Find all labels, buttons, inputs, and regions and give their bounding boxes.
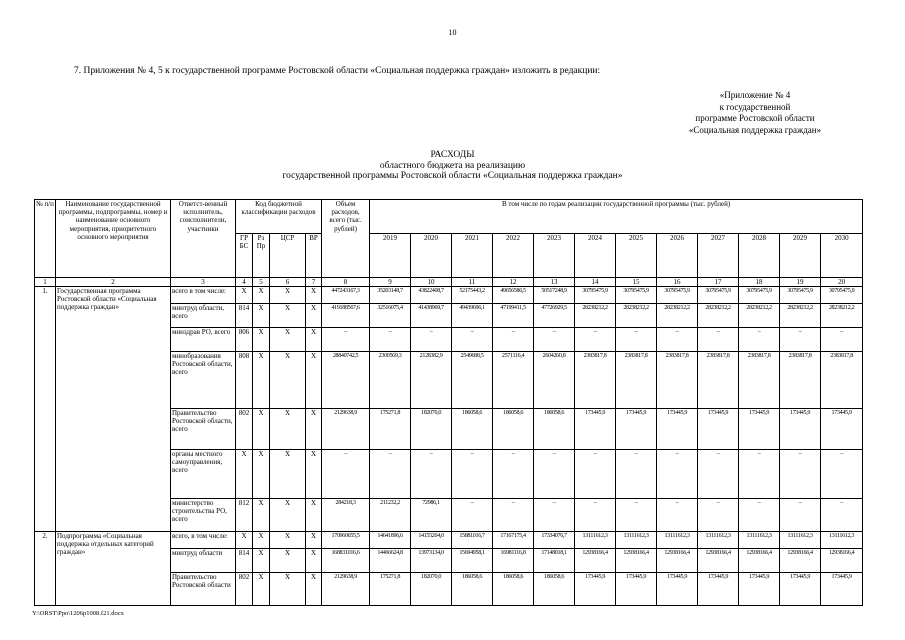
year-value-cell: 182070,0: [411, 409, 452, 450]
year-value-cell: 28238212,2: [698, 304, 739, 328]
year-value-cell: –: [739, 499, 780, 532]
vr-cell: X: [306, 549, 322, 573]
column-index-cell: 9: [370, 278, 411, 287]
vr-cell: X: [306, 499, 322, 532]
year-value-cell: 49656586,5: [493, 287, 534, 304]
year-value-cell: 2383817,8: [575, 352, 616, 409]
year-value-cell: 13111612,3: [616, 532, 657, 549]
year-value-cell: 32516075,4: [370, 304, 411, 328]
grbs-cell: X: [236, 287, 253, 304]
year-value-cell: –: [493, 499, 534, 532]
total-volume-cell: 170960655,5: [322, 532, 370, 549]
appendix-line: программе Ростовской области: [695, 113, 815, 123]
year-value-cell: 17148018,1: [534, 549, 575, 573]
year-value-cell: 16981116,8: [493, 549, 534, 573]
grbs-cell: 808: [236, 352, 253, 409]
executor-cell: минтруд области: [171, 549, 236, 573]
csr-cell: X: [270, 287, 306, 304]
column-index-row: [35, 278, 863, 287]
column-index-cell: 4: [236, 278, 253, 287]
year-value-cell: 28238212,2: [821, 304, 863, 328]
executor-cell: минтруд области, всего: [171, 304, 236, 328]
year-value-cell: 173445,9: [616, 573, 657, 606]
executor-cell: всего в том числе:: [171, 287, 236, 304]
rzpr-cell: X: [253, 352, 270, 409]
year-value-cell: 2549688,5: [452, 352, 493, 409]
year-value-cell: 173445,9: [575, 573, 616, 606]
header-num: № п/п: [35, 200, 56, 278]
year-value-cell: 175271,8: [370, 573, 411, 606]
header-year: 2025: [616, 234, 657, 278]
footer-file-path: Y:\ORST\Ppo\1206p1008.f21.docx: [32, 610, 124, 617]
rzpr-cell: X: [253, 287, 270, 304]
csr-cell: X: [270, 409, 306, 450]
header-by-years: В том числе по годам реализации государственной программы (тыс. рублей): [370, 200, 863, 234]
year-value-cell: 173445,9: [698, 409, 739, 450]
header-year: 2030: [821, 234, 863, 278]
year-value-cell: –: [575, 450, 616, 499]
appendix-line: «Социальная поддержка граждан»: [688, 124, 822, 135]
year-value-cell: 28238212,2: [616, 304, 657, 328]
header-volume: Объем расходов, всего (тыс. рублей): [322, 200, 370, 278]
year-value-cell: 49439696,1: [452, 304, 493, 328]
total-volume-cell: –: [322, 328, 370, 352]
year-value-cell: 2571116,4: [493, 352, 534, 409]
year-value-cell: 186058,6: [534, 409, 575, 450]
vr-cell: X: [306, 532, 322, 549]
year-value-cell: 13111612,3: [739, 532, 780, 549]
column-index-cell: 12: [493, 278, 534, 287]
header-year: 2023: [534, 234, 575, 278]
column-index-cell: 8: [322, 278, 370, 287]
year-value-cell: 35203148,7: [370, 287, 411, 304]
rzpr-cell: X: [253, 532, 270, 549]
header-year: 2024: [575, 234, 616, 278]
year-value-cell: 173445,9: [657, 573, 698, 606]
csr-cell: X: [270, 549, 306, 573]
header-name: Наименование государственной программы, подпрограммы, номер и наименование основного мероприятия, приоритетного основного мероприятия: [56, 200, 171, 278]
column-index-cell: 13: [534, 278, 575, 287]
vr-cell: X: [306, 304, 322, 328]
year-value-cell: –: [698, 499, 739, 532]
csr-cell: X: [270, 352, 306, 409]
year-value-cell: 30795475,9: [575, 287, 616, 304]
column-index-cell: 10: [411, 278, 452, 287]
year-value-cell: 2383817,8: [698, 352, 739, 409]
year-value-cell: 12938166,4: [821, 549, 863, 573]
document-title: [0, 150, 905, 182]
appendix-line: к государственной: [719, 101, 791, 112]
year-value-cell: –: [370, 450, 411, 499]
year-value-cell: 15881016,7: [452, 532, 493, 549]
column-index-cell: 14: [575, 278, 616, 287]
year-value-cell: 13111612,3: [657, 532, 698, 549]
year-value-cell: 17167175,4: [493, 532, 534, 549]
year-value-cell: 28238212,2: [575, 304, 616, 328]
year-value-cell: –: [534, 499, 575, 532]
year-value-cell: 43822408,7: [411, 287, 452, 304]
year-value-cell: 186058,6: [534, 573, 575, 606]
year-value-cell: 186058,6: [452, 573, 493, 606]
year-value-cell: 173445,9: [821, 573, 863, 606]
rzpr-cell: X: [253, 304, 270, 328]
grbs-cell: 812: [236, 499, 253, 532]
header-year: 2028: [739, 234, 780, 278]
rzpr-cell: X: [253, 499, 270, 532]
year-value-cell: 30795475,9: [657, 287, 698, 304]
year-value-cell: 13111612,3: [575, 532, 616, 549]
year-value-cell: –: [370, 328, 411, 352]
year-value-cell: 14155204,0: [411, 532, 452, 549]
year-value-cell: 2128382,9: [411, 352, 452, 409]
title-line: государственной программы Ростовской области «Социальная поддержка граждан»: [282, 171, 623, 181]
csr-cell: X: [270, 573, 306, 606]
column-index-cell: 19: [780, 278, 821, 287]
year-value-cell: –: [698, 450, 739, 499]
csr-cell: X: [270, 328, 306, 352]
total-volume-cell: 447243167,3: [322, 287, 370, 304]
year-value-cell: 52175443,2: [452, 287, 493, 304]
year-value-cell: 15694958,1: [452, 549, 493, 573]
year-value-cell: 2383817,8: [739, 352, 780, 409]
year-value-cell: 12938166,4: [739, 549, 780, 573]
csr-cell: X: [270, 532, 306, 549]
year-value-cell: –: [616, 499, 657, 532]
year-value-cell: –: [534, 328, 575, 352]
total-volume-cell: 419188567,6: [322, 304, 370, 328]
year-value-cell: –: [780, 450, 821, 499]
executor-cell: минздрав РО, всего: [171, 328, 236, 352]
vr-cell: X: [306, 450, 322, 499]
vr-cell: X: [306, 352, 322, 409]
year-value-cell: –: [657, 499, 698, 532]
header-rzpr: Рз Пр: [253, 234, 270, 278]
intro-text: 7. Приложения № 4, 5 к государственной программе Ростовской области «Социальная поддержка граждан» изложить в редакции:: [74, 66, 601, 76]
year-value-cell: 175271,8: [370, 409, 411, 450]
year-value-cell: 72986,1: [411, 499, 452, 532]
header-year: 2022: [493, 234, 534, 278]
column-index-cell: 11: [452, 278, 493, 287]
column-index-cell: 3: [171, 278, 236, 287]
header-year: 2026: [657, 234, 698, 278]
title-line: РАСХОДЫ: [430, 150, 475, 160]
rzpr-cell: X: [253, 573, 270, 606]
year-value-cell: 41438969,7: [411, 304, 452, 328]
year-value-cell: 173445,9: [739, 573, 780, 606]
year-value-cell: –: [575, 328, 616, 352]
appendix-heading: [655, 90, 855, 136]
year-value-cell: 47199411,5: [493, 304, 534, 328]
year-value-cell: 14641896,6: [370, 532, 411, 549]
grbs-cell: 802: [236, 573, 253, 606]
vr-cell: X: [306, 287, 322, 304]
column-index-cell: 15: [616, 278, 657, 287]
executor-cell: всего, в том числе:: [171, 532, 236, 549]
year-value-cell: 2300569,3: [370, 352, 411, 409]
year-value-cell: 186058,6: [493, 409, 534, 450]
header-executor: Ответст-венный исполнитель, соисполнители, участники: [171, 200, 236, 278]
year-value-cell: 50517248,9: [534, 287, 575, 304]
rzpr-cell: X: [253, 549, 270, 573]
grbs-cell: 806: [236, 328, 253, 352]
executor-cell: министерство строительства РО, всего: [171, 499, 236, 532]
table-row: [35, 532, 863, 549]
executor-cell: органы местного самоуправления, всего: [171, 450, 236, 499]
year-value-cell: 30795475,9: [780, 287, 821, 304]
year-value-cell: 2383817,8: [821, 352, 863, 409]
year-value-cell: –: [739, 450, 780, 499]
year-value-cell: 2383817,8: [780, 352, 821, 409]
year-value-cell: 211232,2: [370, 499, 411, 532]
header-year: 2020: [411, 234, 452, 278]
year-value-cell: –: [821, 450, 863, 499]
executor-cell: Правительство Ростовской области: [171, 573, 236, 606]
executor-cell: Правительство Ростовской области, всего: [171, 409, 236, 450]
year-value-cell: 186058,6: [452, 409, 493, 450]
column-index-cell: 7: [306, 278, 322, 287]
year-value-cell: 173445,9: [821, 409, 863, 450]
year-value-cell: 30795475,9: [616, 287, 657, 304]
year-value-cell: 12938166,4: [698, 549, 739, 573]
year-value-cell: –: [780, 328, 821, 352]
year-value-cell: –: [411, 328, 452, 352]
year-value-cell: 28238212,2: [780, 304, 821, 328]
table-body: [35, 278, 863, 606]
year-value-cell: 12938166,4: [575, 549, 616, 573]
grbs-cell: 814: [236, 549, 253, 573]
year-value-cell: –: [493, 328, 534, 352]
year-value-cell: 13111612,3: [780, 532, 821, 549]
year-value-cell: –: [821, 499, 863, 532]
header-year: 2019: [370, 234, 411, 278]
grbs-cell: X: [236, 532, 253, 549]
year-value-cell: 2604260,8: [534, 352, 575, 409]
grbs-cell: X: [236, 450, 253, 499]
year-value-cell: 182070,0: [411, 573, 452, 606]
header-vr: ВР: [306, 234, 322, 278]
header-csr: ЦСР: [270, 234, 306, 278]
year-value-cell: 186058,6: [493, 573, 534, 606]
total-volume-cell: 168831016,6: [322, 549, 370, 573]
year-value-cell: –: [452, 328, 493, 352]
year-value-cell: 13973134,0: [411, 549, 452, 573]
year-value-cell: 173445,9: [657, 409, 698, 450]
year-value-cell: –: [452, 499, 493, 532]
year-value-cell: 12938166,4: [616, 549, 657, 573]
year-value-cell: –: [575, 499, 616, 532]
row-number: 2.: [35, 532, 56, 606]
expenses-table: [34, 199, 863, 606]
year-value-cell: –: [780, 499, 821, 532]
year-value-cell: –: [616, 328, 657, 352]
rzpr-cell: X: [253, 328, 270, 352]
page-number: 10: [448, 28, 457, 37]
column-index-cell: 17: [698, 278, 739, 287]
column-index-cell: 16: [657, 278, 698, 287]
header-year: 2029: [780, 234, 821, 278]
vr-cell: X: [306, 573, 322, 606]
year-value-cell: 17334076,7: [534, 532, 575, 549]
year-value-cell: –: [493, 450, 534, 499]
year-value-cell: 12938166,4: [657, 549, 698, 573]
header-grbs: ГР БС: [236, 234, 253, 278]
year-value-cell: –: [657, 328, 698, 352]
year-value-cell: 13111612,3: [698, 532, 739, 549]
year-value-cell: 28238212,2: [657, 304, 698, 328]
column-index-cell: 1: [35, 278, 56, 287]
year-value-cell: –: [657, 450, 698, 499]
year-value-cell: 12938166,4: [780, 549, 821, 573]
column-index-cell: 20: [821, 278, 863, 287]
total-volume-cell: 284218,3: [322, 499, 370, 532]
year-value-cell: –: [452, 450, 493, 499]
vr-cell: X: [306, 328, 322, 352]
appendix-line: «Приложение № 4: [719, 90, 791, 100]
csr-cell: X: [270, 450, 306, 499]
header-year: 2027: [698, 234, 739, 278]
year-value-cell: 47726929,5: [534, 304, 575, 328]
year-value-cell: 14466624,8: [370, 549, 411, 573]
year-value-cell: 2383817,8: [616, 352, 657, 409]
year-value-cell: 173445,9: [698, 573, 739, 606]
row-number: 1.: [35, 287, 56, 532]
year-value-cell: 173445,9: [780, 409, 821, 450]
column-index-cell: 2: [56, 278, 171, 287]
executor-cell: минобразования Ростовской области, всего: [171, 352, 236, 409]
year-value-cell: 173445,9: [780, 573, 821, 606]
year-value-cell: –: [534, 450, 575, 499]
header-budget-code: Код бюджетной классификации расходов: [236, 200, 322, 234]
total-volume-cell: 28840742,5: [322, 352, 370, 409]
year-value-cell: 30795475,9: [698, 287, 739, 304]
year-value-cell: –: [616, 450, 657, 499]
column-index-cell: 18: [739, 278, 780, 287]
rzpr-cell: X: [253, 450, 270, 499]
year-value-cell: 30795475,9: [739, 287, 780, 304]
year-value-cell: –: [698, 328, 739, 352]
csr-cell: X: [270, 304, 306, 328]
year-value-cell: 30795475,9: [821, 287, 863, 304]
year-value-cell: 13111612,3: [821, 532, 863, 549]
grbs-cell: 814: [236, 304, 253, 328]
column-index-cell: 5: [253, 278, 270, 287]
year-value-cell: 173445,9: [575, 409, 616, 450]
header-year: 2021: [452, 234, 493, 278]
total-volume-cell: 2129638,9: [322, 409, 370, 450]
year-value-cell: 28238212,2: [739, 304, 780, 328]
csr-cell: X: [270, 499, 306, 532]
column-index-cell: 6: [270, 278, 306, 287]
year-value-cell: 173445,9: [739, 409, 780, 450]
grbs-cell: 802: [236, 409, 253, 450]
program-name: Государственная программа Ростовской области «Социальная поддержка граждан»: [56, 287, 171, 532]
title-line: областного бюджета на реализацию: [379, 160, 526, 171]
year-value-cell: –: [411, 450, 452, 499]
vr-cell: X: [306, 409, 322, 450]
year-value-cell: 173445,9: [616, 409, 657, 450]
total-volume-cell: 2129638,9: [322, 573, 370, 606]
year-value-cell: 2383817,8: [657, 352, 698, 409]
year-value-cell: –: [821, 328, 863, 352]
rzpr-cell: X: [253, 409, 270, 450]
table-row: [35, 287, 863, 304]
total-volume-cell: –: [322, 450, 370, 499]
program-name: Подпрограмма «Социальная поддержка отдельных категорий граждан»: [56, 532, 171, 606]
year-value-cell: –: [739, 328, 780, 352]
